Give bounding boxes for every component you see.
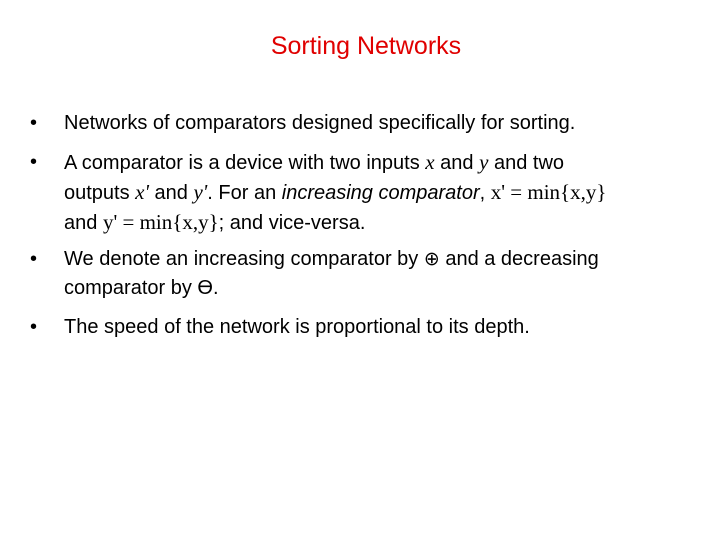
bullet-networks bbox=[30, 109, 700, 138]
text-span: . bbox=[212, 277, 219, 299]
text-span: outputs bbox=[64, 182, 136, 204]
increasing-comparator-term: increasing comparator bbox=[281, 182, 480, 204]
decreasing-comparator-icon: Ɵ bbox=[197, 277, 213, 299]
text-span: and bbox=[148, 182, 194, 204]
var-x-prime: x' bbox=[135, 180, 149, 204]
var-y-prime: y' bbox=[193, 180, 208, 204]
bullet-comparator-definition bbox=[30, 148, 700, 238]
bullet-notation bbox=[30, 245, 700, 303]
text-span: and bbox=[64, 212, 103, 234]
text-span: A comparator is a device with two inputs bbox=[64, 152, 426, 174]
text-span: , bbox=[479, 182, 491, 204]
bullet-marker: • bbox=[30, 316, 38, 338]
slide-title: Sorting Networks bbox=[270, 32, 462, 60]
text-span: and two bbox=[488, 152, 565, 174]
bullet-text: Networks of comparators designed specifically for sorting. bbox=[64, 112, 576, 134]
text-span: and bbox=[434, 152, 480, 174]
var-y: y bbox=[479, 150, 489, 174]
bullet-marker: • bbox=[30, 151, 38, 173]
text-span: We denote an increasing comparator by bbox=[64, 248, 424, 270]
bullet-marker: • bbox=[30, 248, 38, 270]
bullet-speed bbox=[30, 313, 700, 342]
var-x: x bbox=[425, 150, 435, 174]
bullet-marker: • bbox=[30, 112, 38, 134]
formula-y-prime: y' = min{x,y} bbox=[102, 210, 219, 234]
bullet-text bbox=[64, 148, 700, 238]
increasing-comparator-icon: ⊕ bbox=[423, 248, 440, 270]
text-span: . For an bbox=[207, 182, 282, 204]
text-span: and a decreasing bbox=[439, 248, 599, 270]
formula-x-prime: x' = min{x,y} bbox=[490, 180, 607, 204]
text-span: comparator by bbox=[64, 277, 198, 299]
text-span: ; and vice-versa. bbox=[218, 212, 366, 234]
bullet-text: The speed of the network is proportional to its depth. bbox=[64, 316, 530, 338]
bullet-text bbox=[64, 245, 700, 303]
